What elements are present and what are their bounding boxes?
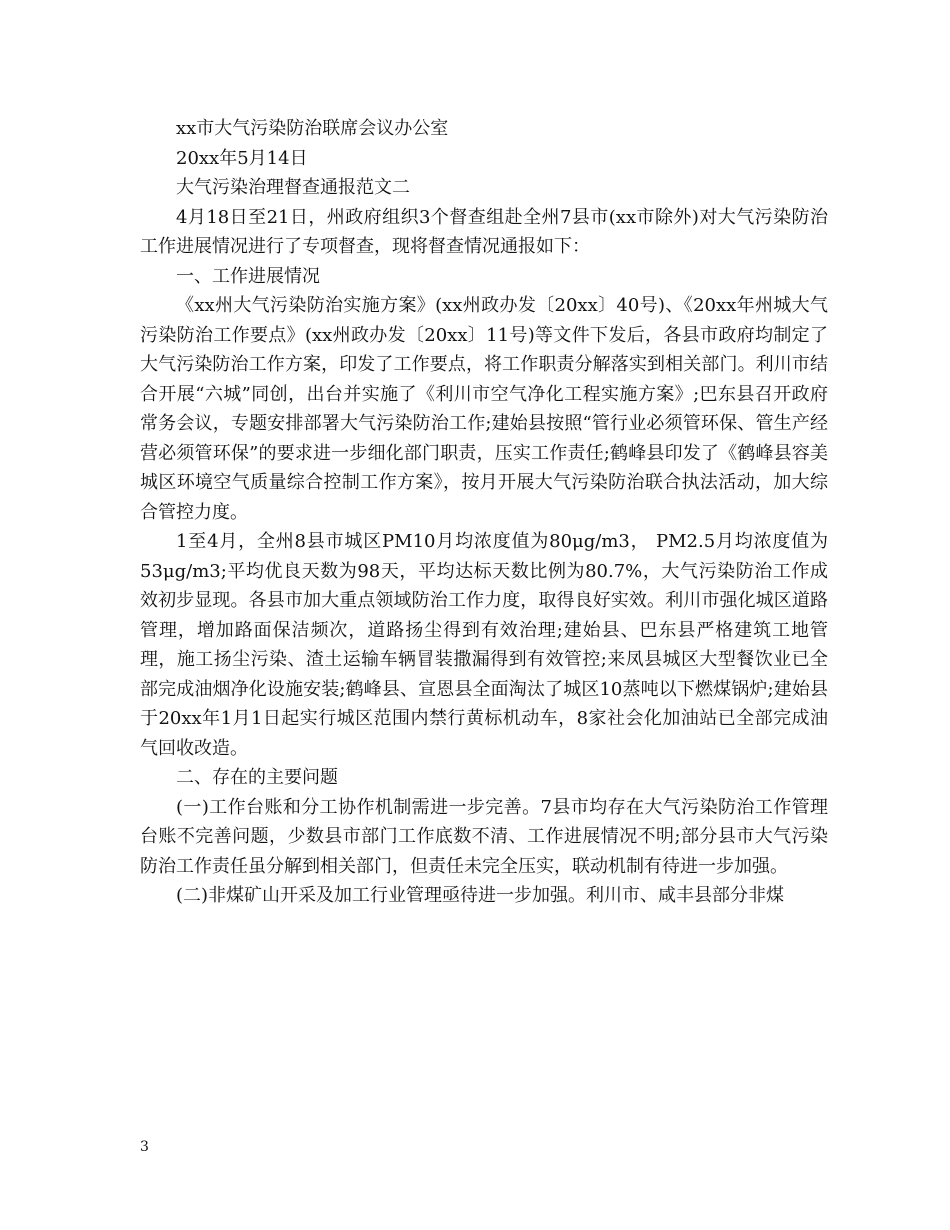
- page-number: 3: [140, 1139, 149, 1155]
- problem-paragraph-1: (一)工作台账和分工协作机制需进一步完善。7县市均存在大气污染防治工作管理台账不完善问题，少数县市部门工作底数不清、工作进展情况不明;部分县市大气污染防治工作责任虽分解到相关部门，但责任未完全压实，联动机制有待进一步加强。: [140, 796, 828, 877]
- progress-paragraph: 《xx州大气污染防治实施方案》(xx州政办发〔20xx〕40号)、《20xx年州城大气污染防治工作要点》(xx州政办发〔20xx〕11号)等文件下发后，各县市政府均制定了大气污染防治工作方案，印发了工作要点，将工作职责分解落实到相关部门。利川市结合开展“六城”同创，出台并实施了《利川市空气净化工程实施方案》;巴东县召开政府常务会议，专题安排部署大气污染防治工作;建始县按照“管行业必须管环保、管生产经营必须管环保”的要求进一步细化部门职责，压实工作责任;鹤峰县印发了《鹤峰县容美城区环境空气质量综合控制工作方案》，按月开展大气污染防治联合执法活动，加大综合管控力度。: [140, 295, 828, 523]
- section-heading-problems: 二、存在的主要问题: [176, 767, 338, 788]
- statistics-paragraph: 1至4月，全州8县市城区PM10月均浓度值为80μg/m3， PM2.5月均浓度值为53μg/m3;平均优良天数为98天，平均达标天数比例为80.7%，大气污染防治工作成效初步显现。各县市加大重点领域防治工作力度，取得良好实效。利川市强化城区道路管理，增加路面保洁频次，道路扬尘得到有效治理;建始县、巴东县严格建筑工地管理，施工扬尘污染、渣土运输车辆冒装撒漏得到有效管控;来凤县城区大型餐饮业已全部完成油烟净化设施安装;鹤峰县、宣恩县全面淘汰了城区10蒸吨以下燃煤锅炉;建始县于20xx年1月1日起实行城区范围内禁行黄标机动车，8家社会化加油站已全部完成油气回收改造。: [140, 531, 828, 759]
- sender-line: xx市大气污染防治联席会议办公室: [176, 118, 449, 139]
- problem-paragraph-2: (二)非煤矿山开采及加工行业管理亟待进一步加强。利川市、咸丰县部分非煤: [176, 885, 785, 906]
- document-body: [140, 114, 828, 911]
- section-heading-progress: 一、工作进展情况: [176, 265, 320, 287]
- date-line: 20xx年5月14日: [176, 147, 308, 169]
- document-title: 大气污染治理督查通报范文二: [176, 177, 410, 198]
- intro-paragraph: 4月18日至21日，州政府组织3个督查组赴全州7县市(xx市除外)对大气污染防治工作进展情况进行了专项督查，现将督查情况通报如下：: [140, 206, 828, 257]
